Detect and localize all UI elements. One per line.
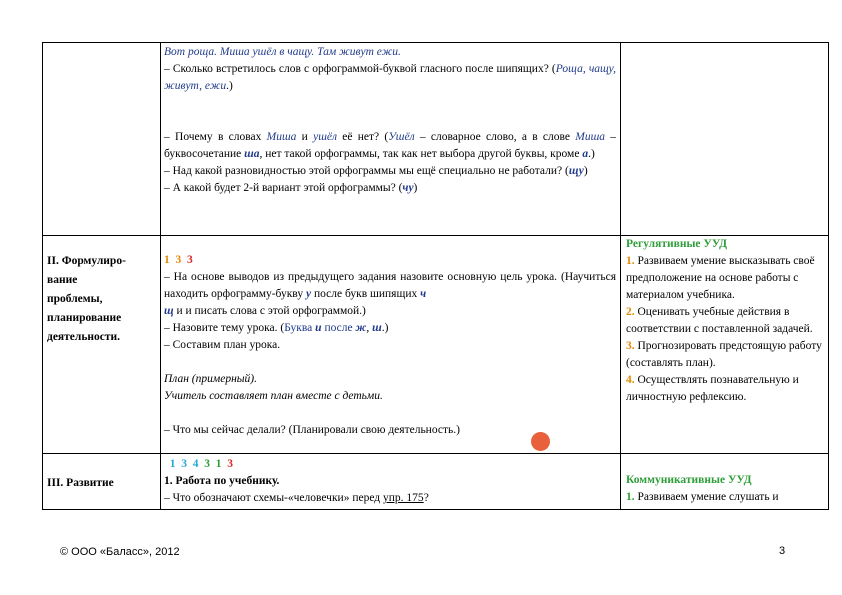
- orange-dot-marker: [531, 432, 550, 451]
- task-goal: – На основе выводов из предыдущего задания назовите основную цель урока. (Научиться находить орфограмму-букву у после букв шипящих ч щ и и писать слова с этой орфограммой.): [164, 271, 616, 317]
- question-variety: – Над какой разновидностью этой орфограммы мы ещё специально не работали? (щу): [164, 165, 588, 177]
- uud-title-regulatory: Регулятивные УУД: [626, 238, 728, 250]
- uud-title-communicative: Коммуникативные УУД: [626, 474, 752, 486]
- footer-copyright: © ООО «Баласс», 2012: [60, 546, 180, 558]
- stage-line: II. Формулиро-: [47, 255, 126, 267]
- uud-item: 2. Оценивать учебные действия в соответствии с поставленной задачей.: [626, 306, 813, 335]
- spacer: [164, 95, 616, 129]
- table-border-bottom: [42, 509, 829, 510]
- question-schemes: – Что обозначают схемы-«человечки» перед упр. 175?: [164, 492, 429, 504]
- task-plan: – Составим план урока.: [164, 339, 281, 351]
- skill-numbers: 1 3 4 3 1 3: [169, 458, 233, 470]
- task-reflection: – Что мы сейчас делали? (Планировали свою деятельность.): [164, 424, 460, 436]
- question-why-not: – Почему в словах Миша и ушёл её нет? (Ушёл – словарное слово, а в слове Миша – буквосочетание ша, нет такой орфограммы, так как нет выбора другой буквы, кроме а.): [164, 131, 617, 160]
- work-heading: 1. Работа по учебнику.: [164, 475, 280, 487]
- spacer: [164, 354, 616, 371]
- plan-title: План (примерный).: [164, 373, 258, 385]
- lesson-table: [42, 42, 829, 510]
- row3-stage-cell: [47, 474, 157, 493]
- row2-uud-cell: [626, 236, 826, 406]
- table-divider-2: [620, 42, 621, 510]
- uud-item: 1. Развиваем умение слушать и: [626, 491, 779, 503]
- table-border-right: [828, 42, 829, 510]
- plan-note: Учитель составляет план вместе с детьми.: [164, 390, 383, 402]
- row1-content-cell: [164, 44, 616, 197]
- row3-content-cell: [164, 456, 616, 507]
- row2-stage-cell: [47, 252, 157, 347]
- example-sentence: Вот роща. Миша ушёл в чащу. Там живут ежи.: [164, 46, 401, 58]
- task-topic: – Назовите тему урока. (Буква и после ж, ш.): [164, 322, 389, 334]
- stage-line: вание: [47, 274, 78, 286]
- spacer: [164, 405, 616, 422]
- stage-line: планирование: [47, 312, 122, 324]
- question-count-words: – Сколько встретилось слов с орфограммой-буквой гласного после шипящих? (Роща, чащу, живут, ежи.): [164, 63, 616, 92]
- row3-uud-cell: [626, 472, 826, 506]
- table-border-left: [42, 42, 43, 510]
- table-border-top: [42, 42, 829, 43]
- table-divider-1: [160, 42, 161, 510]
- stage-line: III. Развитие: [47, 477, 114, 489]
- uud-item: 3. Прогнозировать предстоящую работу (составлять план).: [626, 340, 822, 369]
- question-second-variant: – А какой будет 2-й вариант этой орфограммы? (чу): [164, 182, 418, 194]
- row2-content-cell: [164, 252, 616, 439]
- stage-line: проблемы,: [47, 293, 103, 305]
- uud-item: 4. Осуществлять познавательную и личностную рефлексию.: [626, 374, 799, 403]
- stage-line: деятельности.: [47, 331, 121, 343]
- skill-numbers: 1 3 3: [164, 254, 193, 266]
- page-number: 3: [779, 545, 786, 557]
- row-divider-2: [42, 453, 829, 454]
- uud-item: 1. Развиваем умение высказывать своё предположение на основе работы с материалом учебника.: [626, 255, 815, 301]
